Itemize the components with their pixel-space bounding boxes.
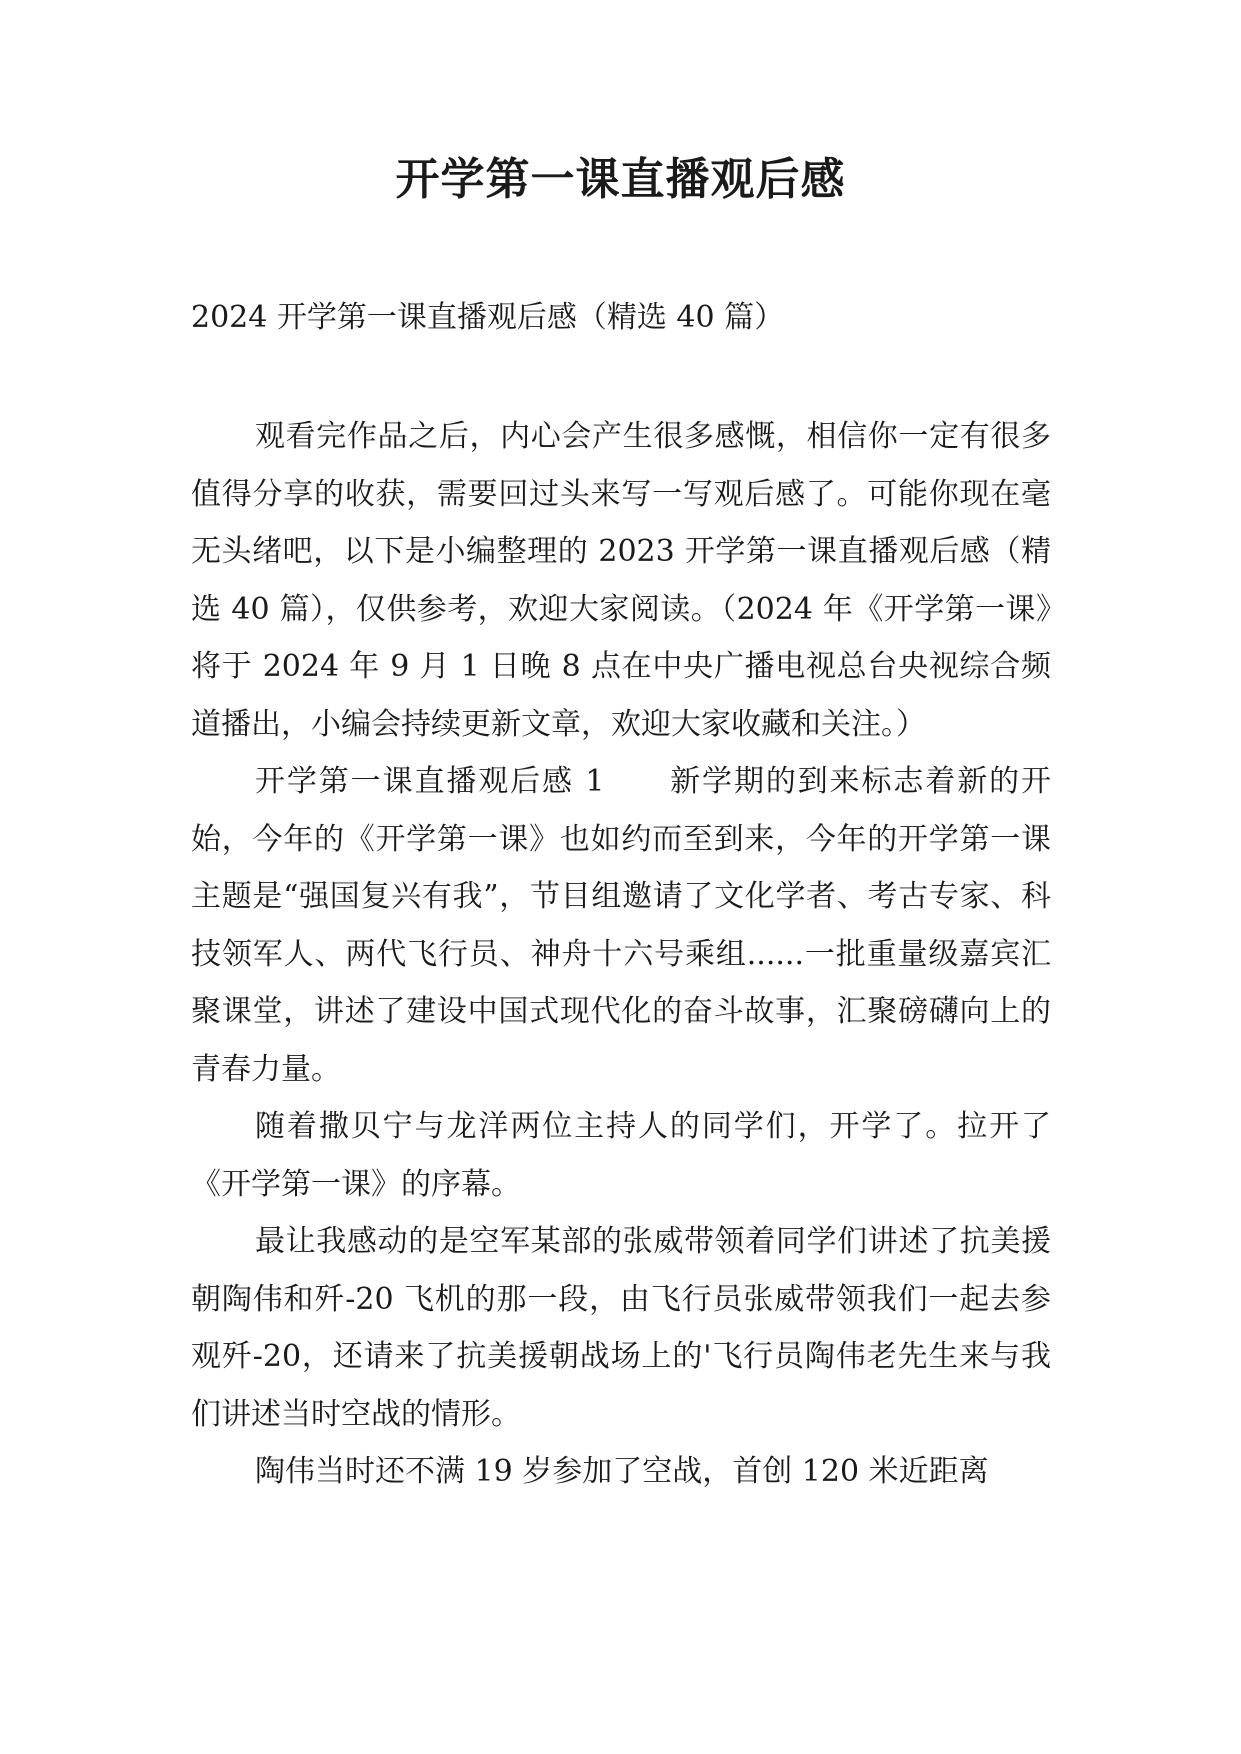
paragraph-tao-wei: 陶伟当时还不满 19 岁参加了空战，首创 120 米近距离 [255, 1454, 989, 1489]
paragraph-intro: 观看完作品之后，内心会产生很多感慨，相信你一定有很多值得分享的收获，需要回过头来写一写观后感了。可能你现在毫无头绪吧，以下是小编整理的 2023 开学第一课直播观后感（精选 40 篇），仅供参考，欢迎大家阅读。（2024 年《开学第一课》将于 2024 年 9 月 1 日晚 8 点在中央广播电视总台央视综合频道播出，小编会持续更新文章，欢迎大家收藏和关注。） [191, 419, 1051, 742]
paragraph-essay-1: 开学第一课直播观后感 1 新学期的到来标志着新的开始，今年的《开学第一课》也如约而至到来，今年的开学第一课主题是“强国复兴有我”，节目组邀请了文化学者、考古专家、科技领军人、两代飞行员、神舟十六号乘组......一批重量级嘉宾汇聚课堂，讲述了建设中国式现代化的奋斗故事，汇聚磅礴向上的青春力量。 [191, 764, 1051, 1087]
document-subtitle: 2024 开学第一课直播观后感（精选 40 篇） [191, 300, 785, 335]
page-title: 开学第一课直播观后感 [395, 154, 846, 205]
document-body [191, 408, 1051, 1501]
paragraph-hosts: 随着撒贝宁与龙洋两位主持人的同学们，开学了。拉开了《开学第一课》的序幕。 [191, 1109, 1051, 1202]
paragraph-pilot-story: 最让我感动的是空军某部的张威带领着同学们讲述了抗美援朝陶伟和歼-20 飞机的那一段，由飞行员张威带领我们一起去参观歼-20，还请来了抗美援朝战场上的'飞行员陶伟老先生来与我们讲述当时空战的情形。 [191, 1224, 1051, 1432]
